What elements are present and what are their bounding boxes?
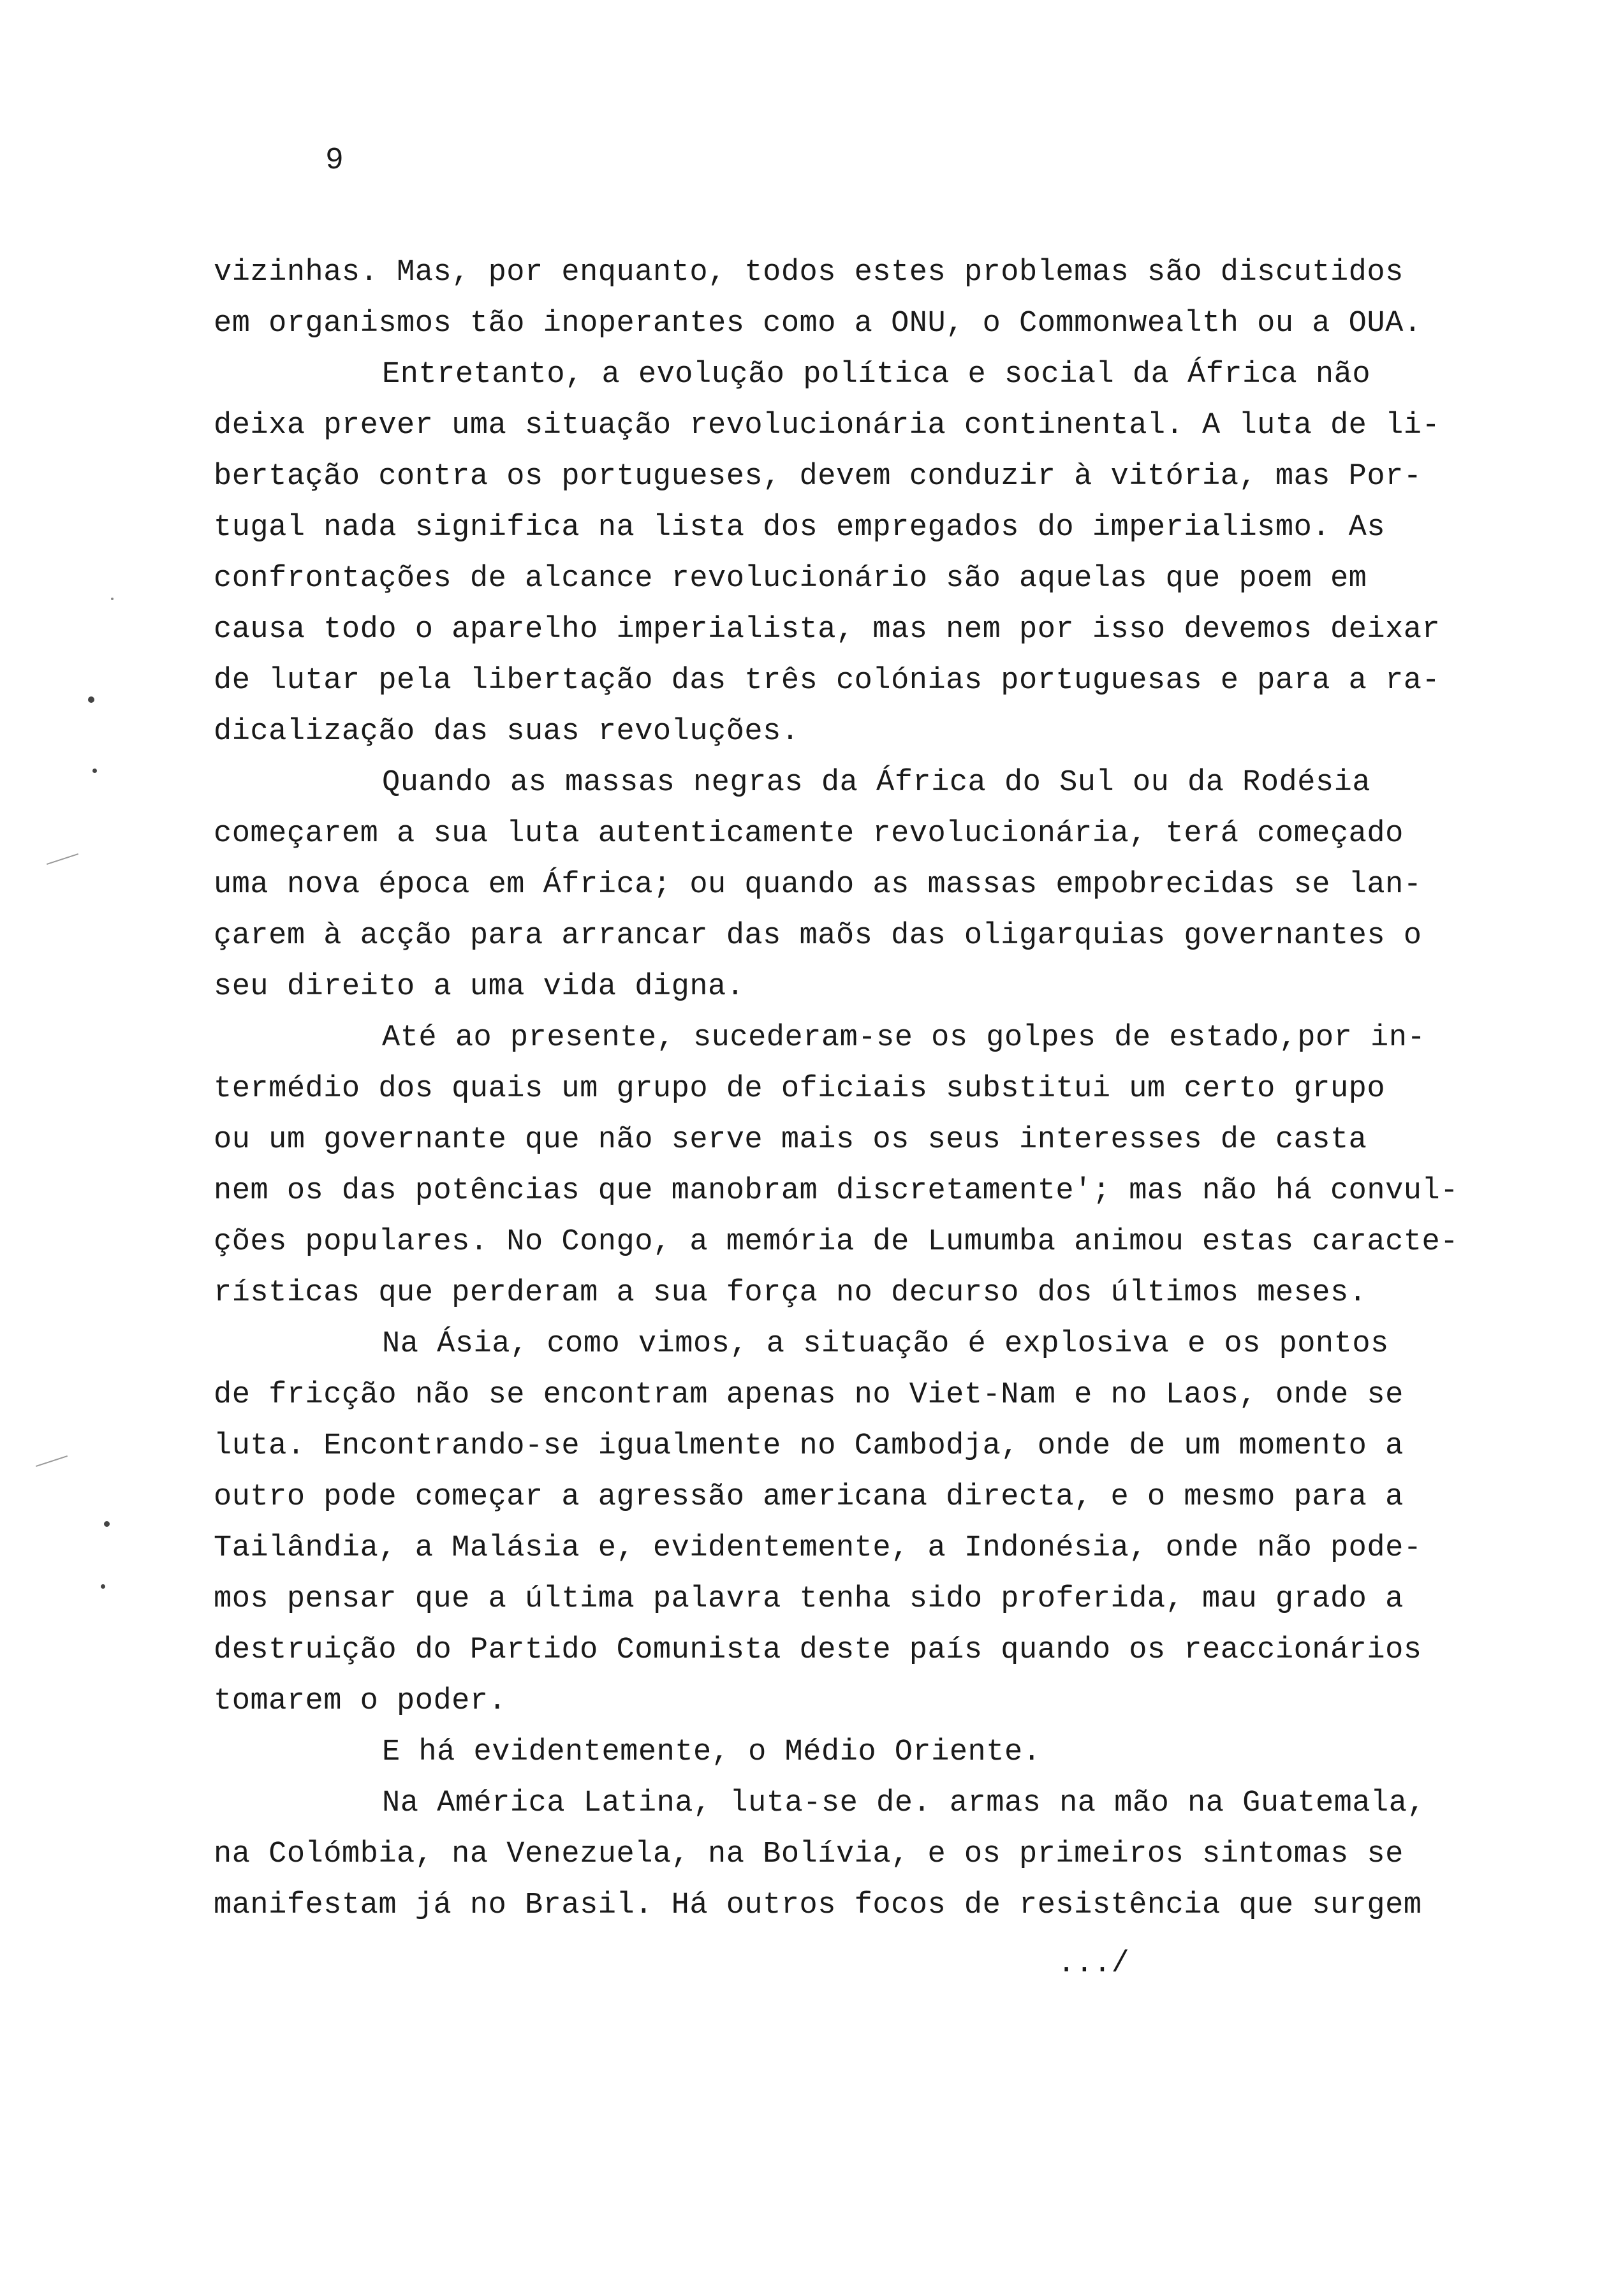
text-line: rísticas que perderam a sua força no decurso dos últimos meses. [214, 1276, 1367, 1310]
text-line: nem os das potências que manobram discretamente'; mas não há convul- [214, 1174, 1459, 1208]
text-line: uma nova época em África; ou quando as massas empobrecidas se lan- [214, 868, 1422, 902]
text-line: dicalização das suas revoluções. [214, 715, 800, 749]
text-line: de fricção não se encontram apenas no Viet-Nam e no Laos, onde se [214, 1378, 1404, 1412]
scan-speck [88, 696, 94, 703]
paragraph-start-line: E há evidentemente, o Médio Oriente. [382, 1735, 1041, 1769]
page-number: 9 [325, 144, 344, 178]
text-line: luta. Encontrando-se igualmente no Cambodja, onde de um momento a [214, 1429, 1404, 1463]
text-line: outro pode começar a agressão americana directa, e o mesmo para a [214, 1480, 1404, 1514]
text-line: deixa prever uma situação revolucionária continental. A luta de li- [214, 409, 1441, 443]
text-line: ções populares. No Congo, a memória de Lumumba animou estas caracte- [214, 1225, 1459, 1259]
text-line: çarem à acção para arrancar das maõs das oligarquias governantes o [214, 919, 1422, 953]
text-line: de lutar pela libertação das três colónias portuguesas e para a ra- [214, 664, 1441, 698]
text-line: tomarem o poder. [214, 1684, 507, 1718]
scan-stroke [47, 853, 78, 865]
text-line: manifestam já no Brasil. Há outros focos de resistência que surgem [214, 1888, 1422, 1922]
text-line: vizinhas. Mas, por enquanto, todos estes problemas são discutidos [214, 256, 1404, 290]
text-line: seu direito a uma vida digna. [214, 970, 745, 1004]
scan-speck [111, 598, 114, 600]
paragraph-start-line: Quando as massas negras da África do Sul ou da Rodésia [382, 766, 1371, 800]
text-line: causa todo o aparelho imperialista, mas nem por isso devemos deixar [214, 613, 1441, 647]
body-text [214, 247, 1521, 1931]
paragraph-start-line: Na América Latina, luta-se de. armas na mão na Guatemala, [382, 1786, 1426, 1820]
text-line: termédio dos quais um grupo de oficiais substitui um certo grupo [214, 1072, 1386, 1106]
paragraph-start-line: Na Ásia, como vimos, a situação é explosiva e os pontos [382, 1327, 1389, 1361]
scan-speck [101, 1584, 105, 1589]
text-line: tugal nada significa na lista dos empregados do imperialismo. As [214, 511, 1386, 545]
text-line: destruição do Partido Comunista deste país quando os reaccionários [214, 1633, 1422, 1667]
scan-stroke [36, 1455, 68, 1467]
text-line: começarem a sua luta autenticamente revolucionária, terá começado [214, 817, 1404, 851]
text-line: bertação contra os portugueses, devem conduzir à vitória, mas Por- [214, 460, 1422, 494]
scan-speck [104, 1521, 110, 1527]
text-line: na Colómbia, na Venezuela, na Bolívia, e os primeiros sintomas se [214, 1837, 1404, 1871]
continuation-mark: .../ [1057, 1947, 1129, 1981]
text-line: ou um governante que não serve mais os seus interesses de casta [214, 1123, 1367, 1157]
paragraph-start-line: Até ao presente, sucederam-se os golpes de estado,por in- [382, 1021, 1426, 1055]
text-line: em organismos tão inoperantes como a ONU, o Commonwealth ou a OUA. [214, 307, 1422, 341]
paragraph-start-line: Entretanto, a evolução política e social da África não [382, 358, 1371, 392]
scan-speck [92, 769, 97, 773]
text-line: mos pensar que a última palavra tenha sido proferida, mau grado a [214, 1582, 1404, 1616]
text-line: Tailândia, a Malásia e, evidentemente, a Indonésia, onde não pode- [214, 1531, 1422, 1565]
text-line: confrontações de alcance revolucionário são aquelas que poem em [214, 562, 1367, 596]
